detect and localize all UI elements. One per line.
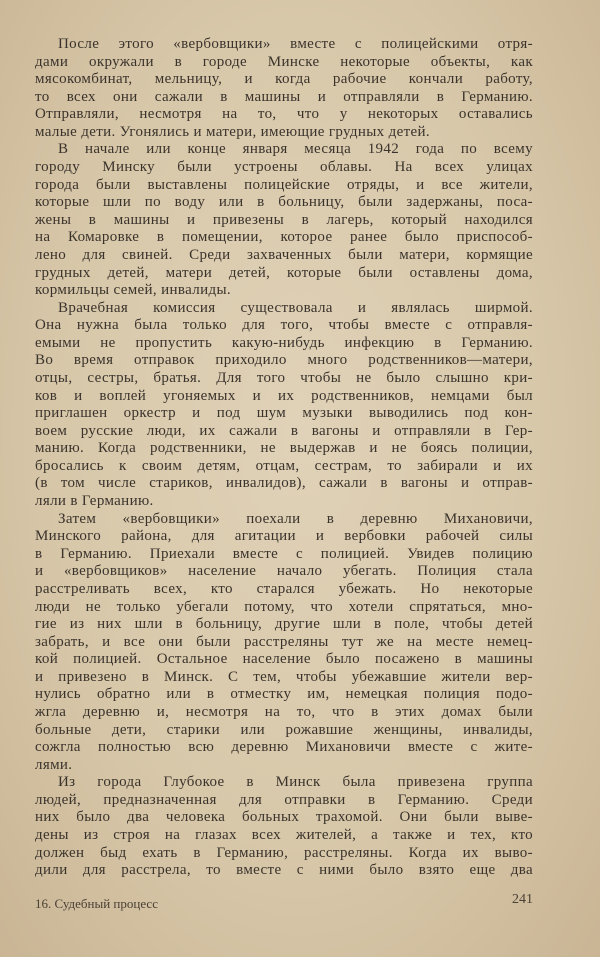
- text-line: дены из строя на глазах всех жителей, а также и тех, кто: [35, 827, 533, 844]
- page-body: [35, 36, 533, 880]
- text-line: Минского района, для агитации и вербовки рабочей силы: [35, 528, 533, 545]
- text-line: мясокомбинат, мельницу, и когда рабочие кончали работу,: [35, 71, 533, 88]
- text-line: и «вербовщиков» население начало убегать. Полиция стала: [35, 563, 533, 580]
- text-line: должен быд ехать в Германию, расстреляны. Когда их выво-: [35, 844, 533, 861]
- paragraph: [35, 511, 533, 775]
- text-line: Отправляли, несмотря на то, что у некоторых оставались: [35, 106, 533, 123]
- paragraph: [35, 36, 533, 141]
- text-line: то всех они сажали в машины и отправляли в Германию.: [35, 88, 533, 105]
- text-line: Затем «вербовщики» поехали в деревню Михановичи,: [58, 510, 533, 527]
- text-line: забрать, и все они были расстреляны тут же на месте немец-: [35, 633, 533, 650]
- text-line: гие из них шли в больницу, другие шли в поле, чтобы детей: [35, 616, 533, 633]
- text-line: грудных детей, матери детей, которые были оставлены дома,: [35, 264, 533, 281]
- text-line: в Германию. Приехали вместе с полицией. Увидев полицию: [35, 545, 533, 562]
- text-line: После этого «вербовщики» вместе с полицейскими отря-: [58, 36, 533, 52]
- text-line: емыми не пропустить какую-нибудь инфекцию в Германию.: [35, 334, 533, 351]
- text-line: манию. Когда родственники, не выдержав и не боясь полиции,: [35, 440, 533, 457]
- text-line: которые шли по воду или в больницу, были задержаны, поса-: [35, 194, 533, 211]
- text-line: малые дети. Угонялись и матери, имеющие грудных детей.: [35, 123, 431, 140]
- text-line: бросались к своим детям, отцам, сестрам, то забирали и их: [35, 457, 533, 474]
- text-line: лями.: [35, 756, 73, 773]
- text-line: жгла деревню и, несмотря на то, что в этих домах были: [35, 703, 533, 720]
- text-line: Во время отправок приходило много родственников—матери,: [35, 352, 533, 369]
- text-line: отцы, сестры, братья. Для того чтобы не было слышно кри-: [35, 369, 533, 386]
- text-line: В начале или конце января месяца 1942 года по всему: [58, 141, 533, 158]
- paragraph: [35, 300, 533, 511]
- page-number: 241: [512, 892, 533, 907]
- text-line: (в том числе стариков, инвалидов), сажали в вагоны и отправ-: [35, 475, 533, 492]
- text-line: жены в машины и привезены в лагерь, который находился: [35, 211, 533, 228]
- signature-mark: 16. Судебный процесс: [35, 896, 158, 911]
- text-line: них было два человека больных трахомой. Они были выве-: [35, 809, 533, 826]
- text-line: больные дети, старики или рожавшие женщины, инвалиды,: [35, 721, 533, 738]
- text-line: кой полицией. Остальное население было посажено в машины: [35, 651, 533, 668]
- paragraph: [35, 774, 533, 879]
- text-line: люди не только убегали потому, что хотели спрятаться, мно-: [35, 598, 533, 615]
- text-line: города были выставлены полицейские отряды, и все жители,: [35, 176, 533, 193]
- text-line: кормильцы семей, инвалиды.: [35, 282, 231, 299]
- text-line: ков и воплей угоняемых и их родственников, немцами был: [35, 387, 533, 404]
- paragraph: [35, 141, 533, 299]
- text-line: дами окружали в городе Минске некоторые объекты, как: [35, 53, 533, 70]
- text-line: расстреливать всех, кто старался убежать. Но некоторые: [35, 580, 533, 597]
- text-line: нулись обратно или в отместку им, немецкая полиция подо-: [35, 686, 533, 703]
- text-line: городу Минску были устроены облавы. На всех улицах: [35, 159, 533, 176]
- text-line: Из города Глубокое в Минск была привезена группа: [58, 774, 533, 791]
- text-line: лено для свиней. Среди захваченных были матери, кормящие: [35, 246, 533, 263]
- text-line: сожгла полностью всю деревню Михановичи вместе с жите-: [35, 739, 533, 756]
- text-line: ляли в Германию.: [35, 493, 154, 510]
- text-line: приглашен оркестр и под шум музыки выводились под кон-: [35, 405, 533, 422]
- text-line: дили для расстрела, то вместе с ними было взято еще два: [35, 862, 533, 879]
- text-line: Врачебная комиссия существовала и являлась ширмой.: [58, 299, 533, 316]
- text-line: на Комаровке в помещении, которое ранее было приспособ-: [35, 229, 533, 246]
- text-line: воем русские люди, их сажали в вагоны и отправляли в Гер-: [35, 422, 533, 439]
- text-line: и привезено в Минск. С тем, чтобы убежавшие жители вер-: [35, 668, 533, 685]
- text-line: Она нужна была только для того, чтобы вместе с отправля-: [35, 317, 533, 334]
- text-line: людей, предназначенная для отправки в Германию. Среди: [35, 791, 533, 808]
